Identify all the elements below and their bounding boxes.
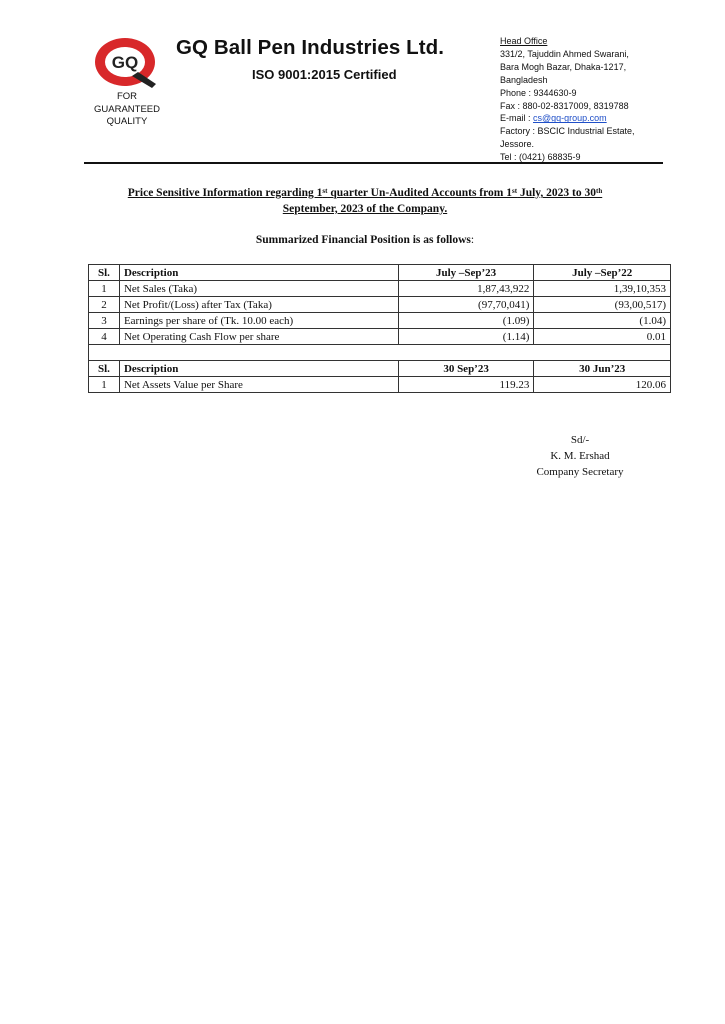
- logo-caption-line: QUALITY: [106, 116, 148, 127]
- cell: 119.23: [398, 377, 534, 393]
- logo-caption: [88, 91, 166, 129]
- headline-text: Price Sensitive Information regarding 1: [127, 187, 323, 199]
- cell: 2: [89, 297, 120, 313]
- headline-sup: st: [322, 187, 328, 195]
- cell: 120.06: [534, 377, 671, 393]
- summary-text: Summarized Financial Position is as follows: [255, 234, 471, 246]
- header-cell: July –Sep’23: [398, 265, 534, 281]
- signatory-name: K. M. Ershad: [550, 450, 610, 462]
- table-header-row-2: [89, 361, 671, 377]
- logo-text: GQ: [111, 53, 139, 72]
- table-row: [89, 281, 671, 297]
- header-cell: Sl.: [89, 265, 120, 281]
- signatory-title: Company Secretary: [536, 466, 624, 478]
- summary-heading: [100, 234, 630, 246]
- table-row: [89, 329, 671, 345]
- email-link[interactable]: cs@gq-group.com: [533, 113, 607, 124]
- summary-colon: :: [470, 234, 475, 246]
- fax: Fax : 880-02-8317009, 8319788: [500, 100, 629, 111]
- cell: (93,00,517): [534, 297, 671, 313]
- company-name: GQ Ball Pen Industries Ltd.: [176, 36, 445, 59]
- logo-caption-line: FOR: [116, 91, 138, 102]
- cell: 1,39,10,353: [534, 281, 671, 297]
- spacer-cell: [89, 345, 671, 361]
- financial-position-table: [88, 264, 671, 393]
- cell: Net Profit/(Loss) after Tax (Taka): [119, 297, 398, 313]
- signature-sd: Sd/-: [570, 434, 590, 446]
- headline-text: July, 2023 to 30: [517, 187, 596, 199]
- headline-sup: st: [512, 187, 518, 195]
- signature-block: [510, 432, 650, 480]
- header-cell: Description: [119, 361, 398, 377]
- table-spacer-row: [89, 345, 671, 361]
- header-cell: 30 Sep’23: [398, 361, 534, 377]
- address-line: Bara Mogh Bazar, Dhaka-1217,: [500, 61, 627, 72]
- cell: (97,70,041): [398, 297, 534, 313]
- head-office-title: Head Office: [500, 36, 548, 46]
- cell: 3: [89, 313, 120, 329]
- header-cell: Sl.: [89, 361, 120, 377]
- header-cell: 30 Jun’23: [534, 361, 671, 377]
- header-cell: July –Sep’22: [534, 265, 671, 281]
- cell: Earnings per share of (Tk. 10.00 each): [119, 313, 398, 329]
- logo-caption-line: GUARANTEED: [94, 103, 160, 115]
- cell: Net Assets Value per Share: [119, 377, 398, 393]
- certification: ISO 9001:2015 Certified: [252, 67, 397, 82]
- cell: 1: [89, 377, 120, 393]
- cell: Net Sales (Taka): [119, 281, 398, 297]
- cell: 4: [89, 329, 120, 345]
- address-line: 331/2, Tajuddin Ahmed Swarani,: [500, 48, 629, 59]
- table-row: [89, 297, 671, 313]
- cell: Net Operating Cash Flow per share: [119, 329, 398, 345]
- headline-text: quarter Un-Audited Accounts from 1: [327, 187, 512, 199]
- phone: Phone : 9344630-9: [500, 87, 577, 98]
- factory-line: Jessore.: [500, 139, 535, 150]
- factory-line: Factory : BSCIC Industrial Estate,: [500, 126, 635, 137]
- cell: 1: [89, 281, 120, 297]
- header-cell: Description: [119, 265, 398, 281]
- cell: (1.14): [398, 329, 534, 345]
- cell: 1,87,43,922: [398, 281, 534, 297]
- table-row: [89, 377, 671, 393]
- cell: 0.01: [534, 329, 671, 345]
- email-row: [500, 112, 675, 125]
- headline-text: September, 2023 of the Company.: [282, 202, 448, 215]
- head-office-block: [500, 35, 675, 164]
- email-label: E-mail :: [500, 113, 534, 124]
- table-header-row: [89, 265, 671, 281]
- headline: [100, 186, 630, 217]
- headline-sup: th: [595, 187, 603, 195]
- company-logo: [92, 36, 158, 88]
- tel: Tel : (0421) 68835-9: [500, 152, 581, 163]
- header-divider: [84, 162, 663, 164]
- cell: (1.09): [398, 313, 534, 329]
- table-row: [89, 313, 671, 329]
- cell: (1.04): [534, 313, 671, 329]
- address-line: Bangladesh: [500, 74, 548, 85]
